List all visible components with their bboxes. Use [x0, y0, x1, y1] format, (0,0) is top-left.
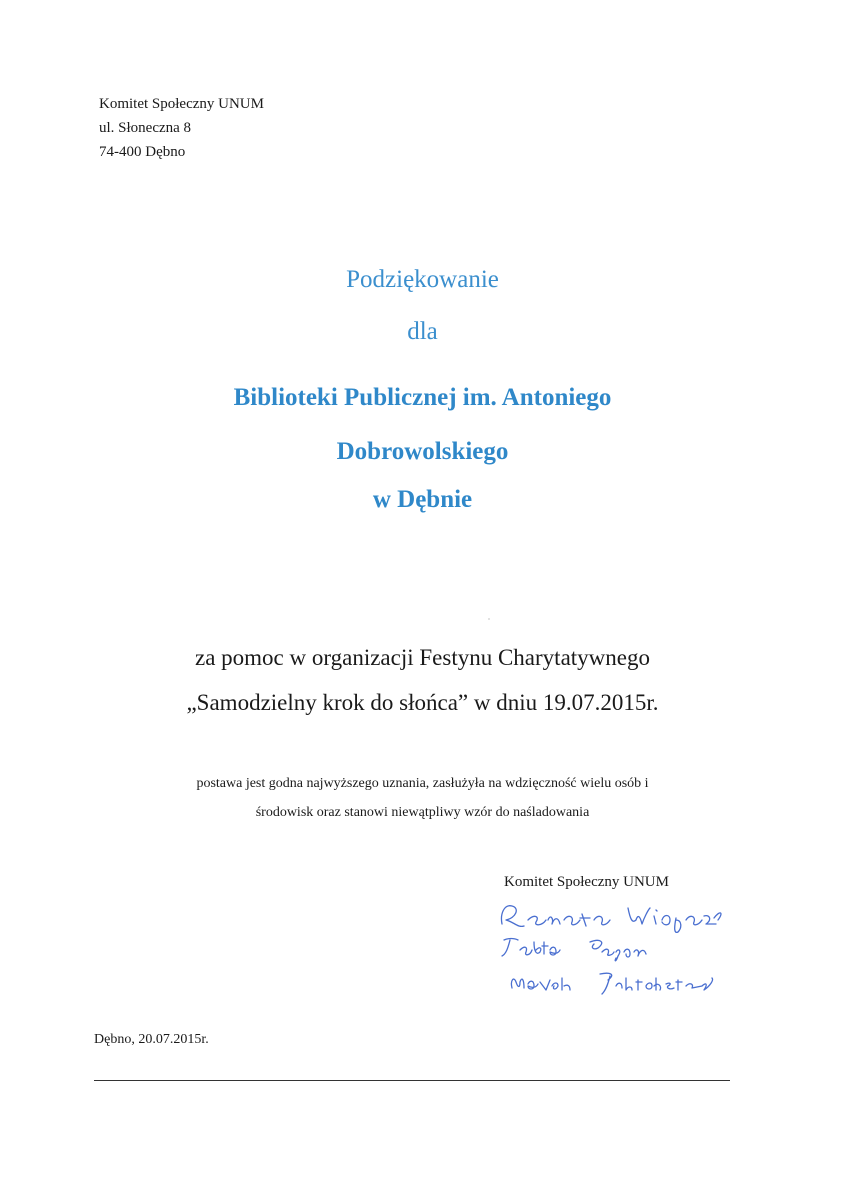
reason-line-2: „Samodzielny krok do słońca” w dniu 19.07.2015r. [186, 690, 659, 715]
signature-organization: Komitet Społeczny UNUM [504, 874, 669, 890]
document-title: Podziękowanie [346, 266, 499, 293]
footer-divider-line [94, 1080, 730, 1081]
recipient-line-2: Dobrowolskiego [336, 438, 509, 465]
sender-city: 74-400 Dębno [99, 144, 186, 160]
date-and-place: Dębno, 20.07.2015r. [94, 1032, 209, 1047]
title-for-word: dla [407, 318, 438, 345]
scan-speck [488, 618, 490, 620]
signature-1 [501, 906, 720, 933]
praise-line-1: postawa jest godna najwyższego uznania, zasłużyła na wdzięczność wielu osób i [196, 776, 649, 791]
recipient-line-3: w Dębnie [372, 486, 473, 513]
reason-line-1: za pomoc w organizacji Festynu Charytatywnego [195, 645, 650, 670]
handwritten-signatures [490, 890, 780, 1010]
praise-line-2: środowisk oraz stanowi niewątpliwy wzór do naśladowania [255, 805, 590, 820]
signature-2 [502, 939, 646, 961]
sender-name: Komitet Społeczny UNUM [99, 96, 264, 112]
recipient-line-1: Biblioteki Publicznej im. Antoniego [233, 384, 612, 411]
sender-address [99, 92, 264, 164]
sender-street: ul. Słoneczna 8 [99, 120, 192, 136]
signature-3 [511, 973, 712, 994]
